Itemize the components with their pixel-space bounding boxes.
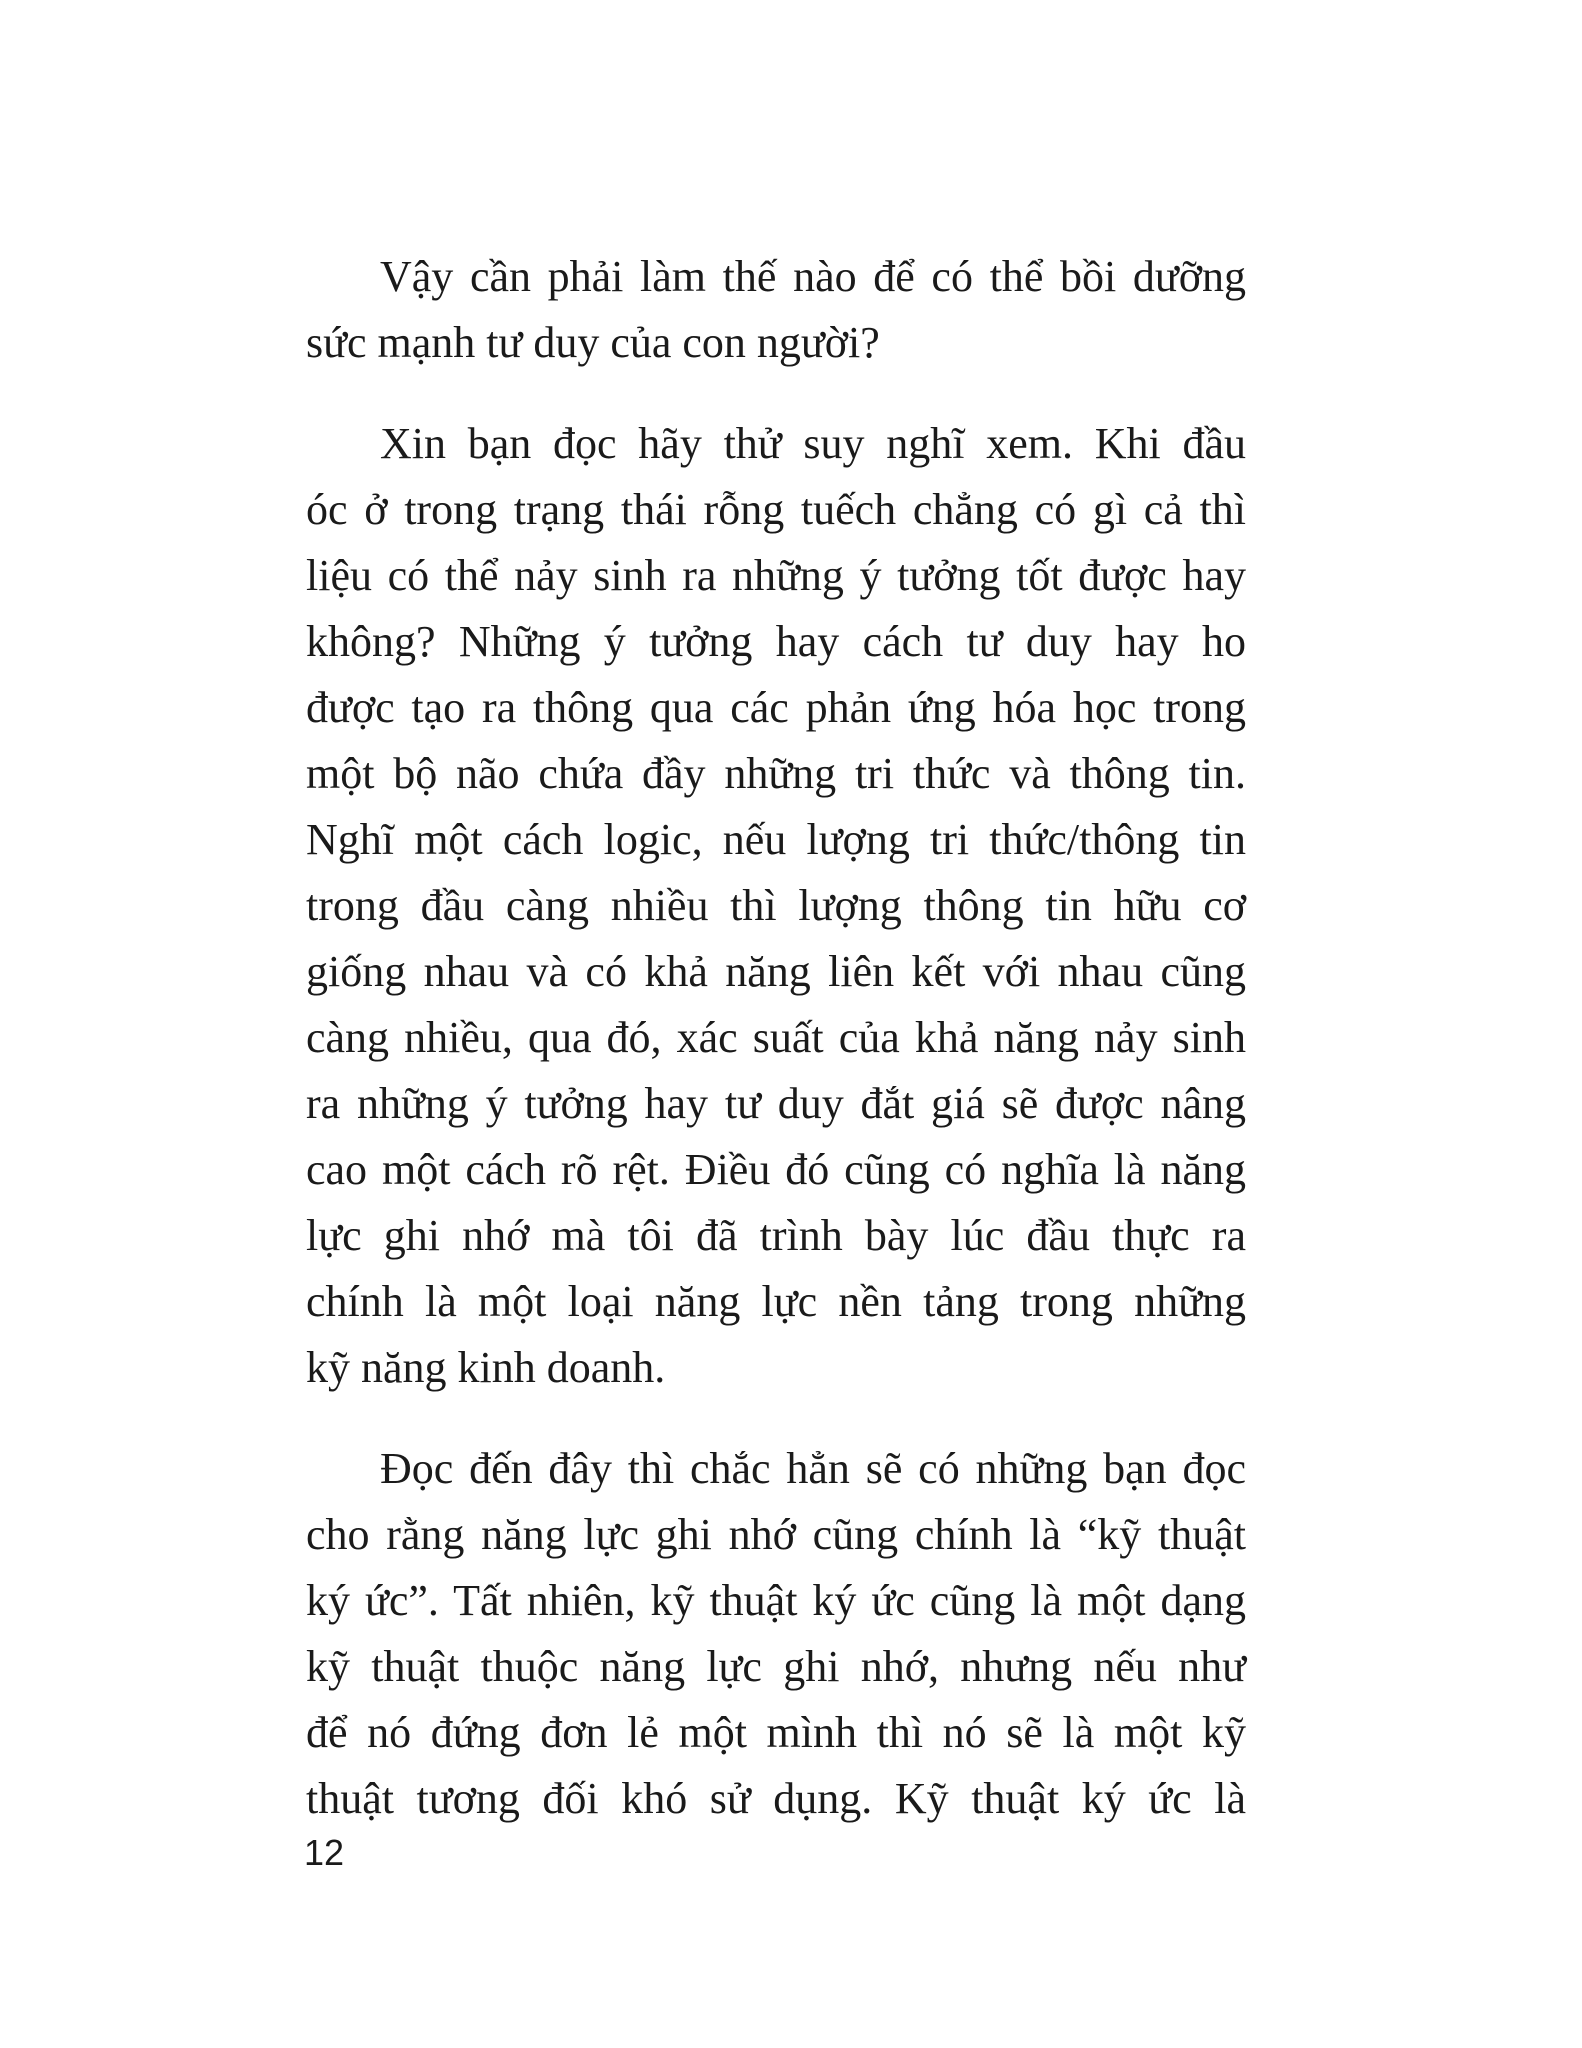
text-line: kỹ thuật thuộc năng lực ghi nhớ, nhưng nếu như	[306, 1642, 1246, 1691]
text-line: chính là một loại năng lực nền tảng trong những	[306, 1277, 1246, 1326]
text-line: lực ghi nhớ mà tôi đã trình bày lúc đầu thực ra	[306, 1211, 1246, 1260]
text-line: được tạo ra thông qua các phản ứng hóa học trong	[306, 683, 1246, 732]
text-line: thuật tương đối khó sử dụng. Kỹ thuật ký ức là	[306, 1774, 1246, 1823]
text-line: Vậy cần phải làm thế nào để có thể bồi dưỡng	[380, 252, 1246, 301]
text-line: giống nhau và có khả năng liên kết với nhau cũng	[306, 947, 1246, 996]
text-line: kỹ năng kinh doanh.	[306, 1343, 666, 1392]
text-line: liệu có thể nảy sinh ra những ý tưởng tốt được hay	[306, 551, 1246, 600]
paragraph-1	[306, 244, 1246, 376]
text-line: cho rằng năng lực ghi nhớ cũng chính là “kỹ thuật	[306, 1510, 1246, 1559]
text-line: cao một cách rõ rệt. Điều đó cũng có nghĩa là năng	[306, 1145, 1246, 1194]
paragraph-2	[306, 411, 1246, 1401]
body-text	[306, 244, 1246, 1867]
paragraph-3	[306, 1436, 1246, 1832]
text-line: ra những ý tưởng hay tư duy đắt giá sẽ được nâng	[306, 1079, 1246, 1128]
text-line: để nó đứng đơn lẻ một mình thì nó sẽ là một kỹ	[306, 1708, 1246, 1757]
page-number: 12	[304, 1832, 345, 1873]
text-line: càng nhiều, qua đó, xác suất của khả năng nảy sinh	[306, 1013, 1246, 1062]
text-line: Xin bạn đọc hãy thử suy nghĩ xem. Khi đầu	[380, 419, 1246, 468]
text-line: không? Những ý tưởng hay cách tư duy hay ho	[306, 617, 1246, 666]
text-line: trong đầu càng nhiều thì lượng thông tin hữu cơ	[306, 881, 1246, 930]
text-line: sức mạnh tư duy của con người?	[306, 318, 880, 367]
text-line: Nghĩ một cách logic, nếu lượng tri thức/thông tin	[306, 815, 1246, 864]
text-line: Đọc đến đây thì chắc hẳn sẽ có những bạn đọc	[380, 1444, 1246, 1493]
text-line: một bộ não chứa đầy những tri thức và thông tin.	[306, 749, 1246, 798]
text-line: óc ở trong trạng thái rỗng tuếch chẳng có gì cả thì	[306, 485, 1246, 534]
text-line: ký ức”. Tất nhiên, kỹ thuật ký ức cũng là một dạng	[306, 1576, 1246, 1625]
